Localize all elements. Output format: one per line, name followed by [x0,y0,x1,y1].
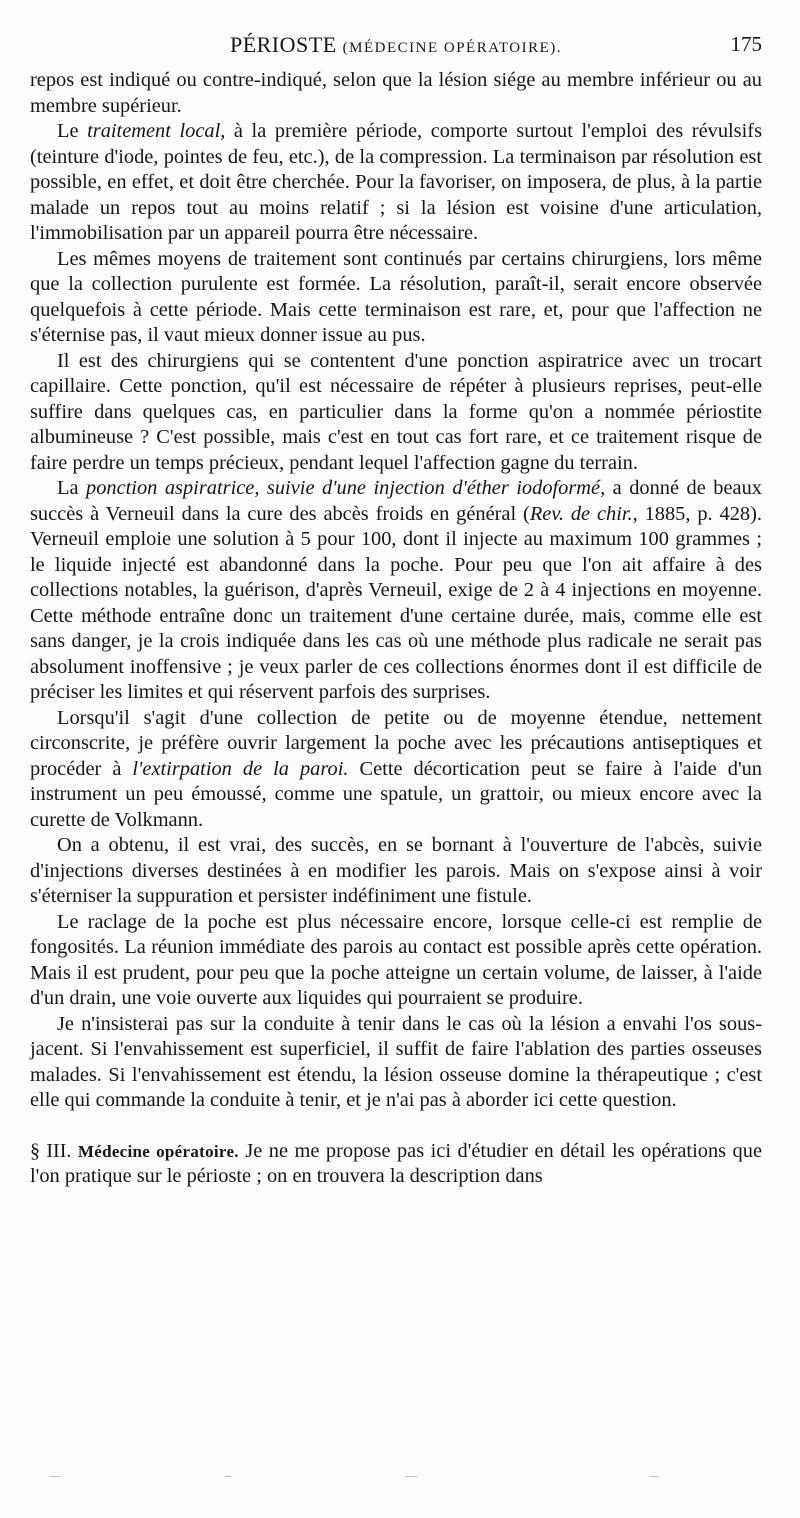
paragraph [30,119,762,247]
text-run: La [57,477,86,499]
running-title-sub: (MÉDECINE OPÉRATOIRE). [342,40,563,56]
text-run: Cette décortication peut se faire à l'aide d'un instrument un peu émoussé, comme une spatule, un grattoir, ou mieux encore avec la curette de Volkmann. [30,757,763,831]
section-sign: § III. [30,1139,72,1162]
text-run: Je n'insisterai pas sur la conduite à tenir dans le cas où la lésion a envahi l'os sous-jacent. Si l'envahissement est superficiel, il suffit de faire l'ablation des parties osseuses malades. Si l'envahissement est étendu, la lésion osseuse domine la thérapeutique ; c'est elle qui commande la conduite à tenir, et je n'ai pas à aborder ici cette question. [30,1012,762,1111]
text-run: repos est indiqué ou contre-indiqué, selon que la lésion siége au membre inférieur ou au membre supérieur. [30,69,762,117]
running-title-main: PÉRIOSTE [229,32,337,57]
section-text: Je ne me propose pas ici d'étudier en détail les opérations que l'on pratique sur le périoste ; on en trouvera la description dans [30,1139,762,1187]
speck-mark [650,1476,658,1477]
speck-mark [225,1476,231,1477]
running-header [30,32,762,68]
paragraph [30,349,762,477]
italic-text: ponction aspiratrice, suivie d'une injection d'éther iodoformé, [86,477,606,499]
italic-text: l'extirpation de la paroi. [132,757,349,780]
paragraph [30,247,762,349]
paragraph [30,1012,762,1114]
paragraph-list [30,68,762,1114]
section-paragraph [30,1139,762,1190]
running-title [30,32,762,58]
text-run: Lorsqu'il s'agit d'une collection de petite ou de moyenne étendue, nettement circonscrite, je préfère ouvrir largement la poche avec les précautions antiseptiques et procéder à [30,706,762,780]
text-run: Il est des chirurgiens qui se contentent d'une ponction aspiratrice avec un trocart capillaire. Cette ponction, qu'il est nécessaire de répéter à plusieurs reprises, peut-elle suffire dans quelques cas, en particulier dans la forme qu'on a nommée périostite albumineuse ? C'est possible, mais c'est en tout cas fort rare, et ce traitement risque de faire perdre un temps précieux, pendant lequel l'affection gagne du terrain. [30,349,762,474]
text-run: a donné de beaux succès à Verneuil dans la cure des abcès froids en général ( [30,477,762,525]
paragraph [30,706,762,834]
paragraph [30,910,762,1012]
italic-text: traitement local, [87,120,226,142]
italic-text: Rev. de chir. [529,502,633,525]
page-number: 175 [730,32,762,56]
body-text [30,68,762,1190]
paragraph [30,833,762,910]
text-run: Le [57,120,88,142]
paragraph [30,476,762,706]
speck-mark [50,1476,60,1477]
text-run: à la première période, comporte surtout l'emploi des révulsifs (teinture d'iode, pointes de feu, etc.), de la compression. La terminaison par résolution est possible, en effet, et doit être cherchée. Pour la favoriser, on imposera, de plus, à la partie malade un repos tout au moins relatif ; si la lésion est voisine d'une articulation, l'immobilisation par un appareil pourra être nécessaire. [30,120,763,244]
text-run: On a obtenu, il est vrai, des succès, en se bornant à l'ouverture de l'abcès, suivie d'injections diverses destinées à en modifier les parois. Mais on s'expose ainsi à voir s'éterniser la suppuration et persister indéfiniment une fistule. [30,834,762,907]
paragraph [30,68,762,119]
text-run: Les mêmes moyens de traitement sont continués par certains chirurgiens, lors même que la collection purulente est formée. La résolution, paraît-il, serait encore observée quelquefois à cette période. Mais cette terminaison est rare, et, pour que l'affection ne s'éternise pas, il vaut mieux donner issue au pus. [30,247,762,346]
text-run: Le raclage de la poche est plus nécessaire encore, lorsque celle-ci est remplie de fongosités. La réunion immédiate des parois au contact est possible après cette opération. Mais il est prudent, pour peu que la poche atteigne un certain volume, de laisser, à l'aide d'un drain, une voie ouverte aux liquides qui pourraient se produire. [30,910,762,1009]
speck-mark [405,1476,417,1477]
section-heading: Médecine opératoire. [77,1141,239,1161]
page-specks [50,1476,750,1480]
text-run: , 1885, p. 428). Verneuil emploie une solution à 5 pour 100, dont il injecte au maximum 100 grammes ; le liquide injecté est abandonné dans la poche. Pour peu que l'on ait affaire à des collections notables, la guérison, d'après Verneuil, exige de 2 à 4 injections en moyenne. Cette méthode entraîne donc un traitement d'une certaine durée, mais, comme elle est sans danger, je la crois indiquée dans les cas où une méthode plus radicale ne serait pas absolument inoffensive ; je veux parler de ces collections énormes dont il est difficile de préciser les limites et qui réservent parfois des surprises. [30,502,762,703]
